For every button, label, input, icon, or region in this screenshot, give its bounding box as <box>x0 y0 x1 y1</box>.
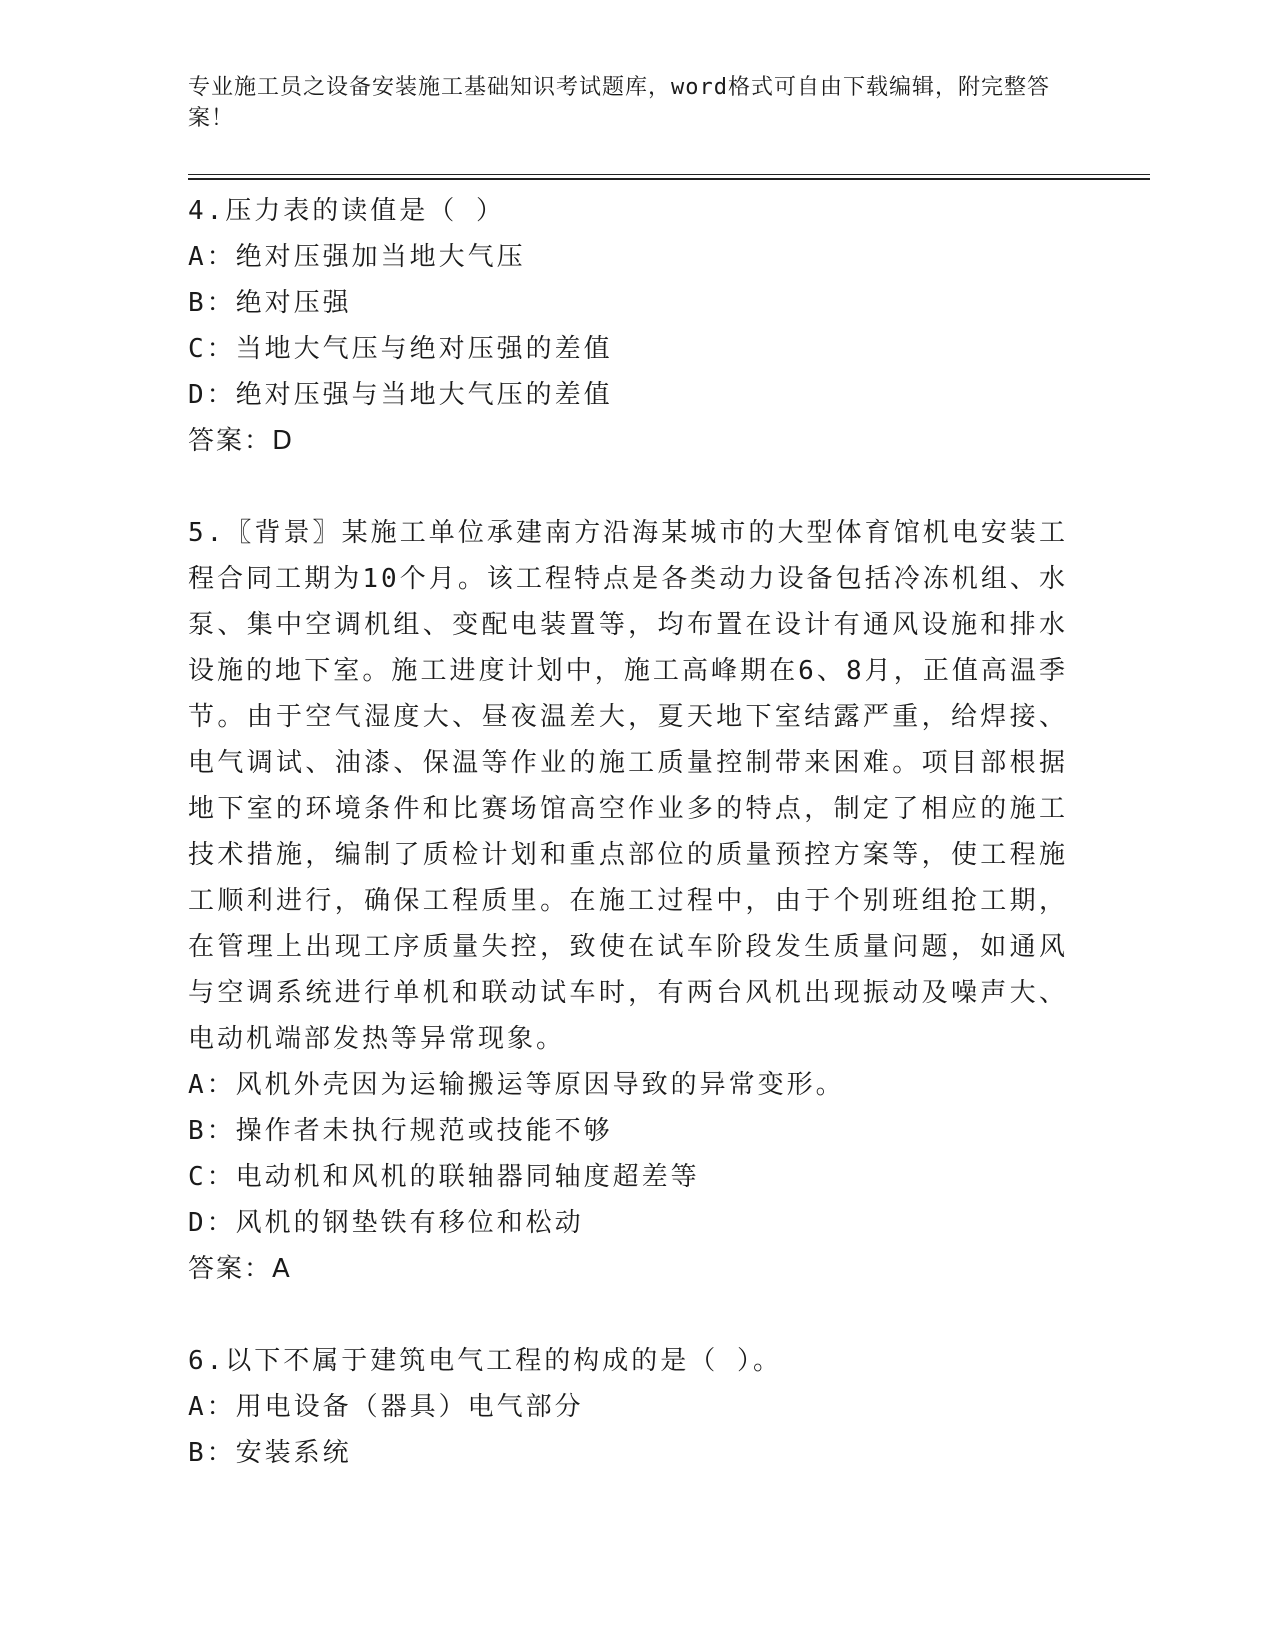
option-c: C：电动机和风机的联轴器同轴度超差等 <box>188 1162 700 1192</box>
option-a: A：绝对压强加当地大气压 <box>188 242 526 272</box>
option-a: A：风机外壳因为运输搬运等原因导致的异常变形。 <box>188 1070 845 1100</box>
option-b: B：操作者未执行规范或技能不够 <box>188 1116 613 1146</box>
option-c: C：当地大气压与绝对压强的差值 <box>188 334 613 364</box>
option-d: D：绝对压强与当地大气压的差值 <box>188 380 613 410</box>
option-d: D：风机的钢垫铁有移位和松动 <box>188 1208 584 1238</box>
option-a: A：用电设备（器具）电气部分 <box>188 1392 584 1422</box>
question-5 <box>188 510 1088 1292</box>
question-stem: 6.以下不属于建筑电气工程的构成的是（ ）。 <box>188 1346 782 1376</box>
question-4 <box>188 188 1088 464</box>
question-6 <box>188 1338 1088 1476</box>
question-stem: 4.压力表的读值是（ ） <box>188 196 505 226</box>
option-b: B：安装系统 <box>188 1438 352 1468</box>
spacer <box>188 464 1088 510</box>
spacer <box>188 1292 1088 1338</box>
header-divider-thick <box>188 178 1150 180</box>
answer-label: 答案：D <box>188 426 295 456</box>
question-stem: 5.〖背景〗某施工单位承建南方沿海某城市的大型体育馆机电安装工程合同工期为10个月。该工程特点是各类动力设备包括冷冻机组、水泵、集中空调机组、变配电装置等，均布置在设计有通风设施和排水设施的地下室。施工进度计划中，施工高峰期在6、8月，正值高温季节。由于空气湿度大、昼夜温差大，夏天地下室结露严重，给焊接、电气调试、油漆、保温等作业的施工质量控制带来困难。项目部根据地下室的环境条件和比赛场馆高空作业多的特点，制定了相应的施工技术措施，编制了质检计划和重点部位的质量预控方案等，使工程施工顺利进行，确保工程质里。在施工过程中，由于个别班组抢工期，在管理上出现工序质量失控，致使在试车阶段发生质量问题，如通风与空调系统进行单机和联动试车时，有两台风机出现振动及噪声大、电动机端部发热等异常现象。 <box>188 518 1068 1054</box>
option-b: B：绝对压强 <box>188 288 352 318</box>
answer-label: 答案：A <box>188 1254 292 1284</box>
header-divider-thin <box>188 174 1150 175</box>
document-header: 专业施工员之设备安装施工基础知识考试题库，word格式可自由下载编辑，附完整答案！ <box>188 75 1050 131</box>
question-list <box>188 188 1088 1476</box>
